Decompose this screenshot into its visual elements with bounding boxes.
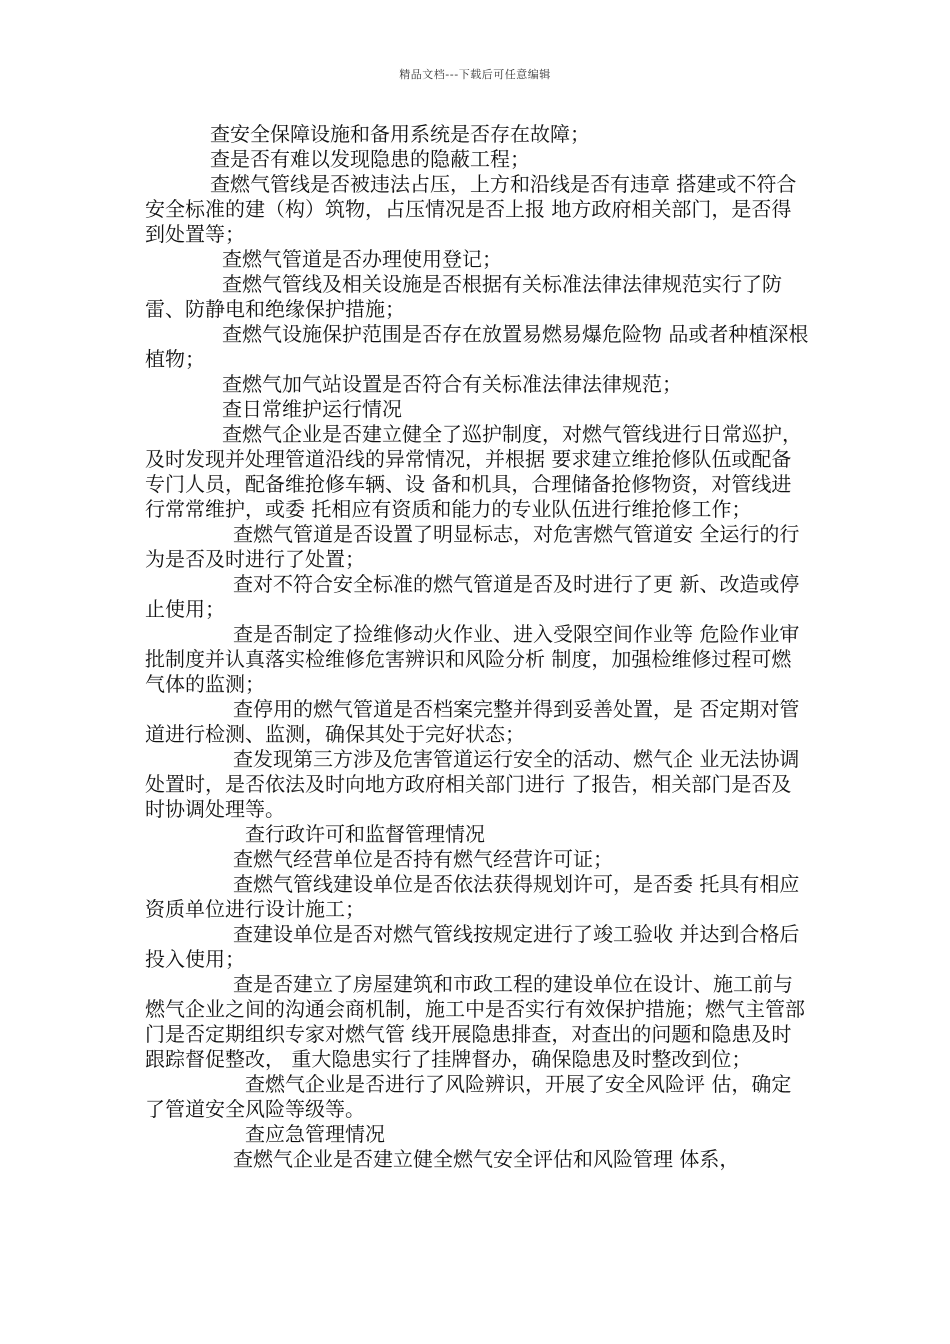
paragraph: 查是否建立了房屋建筑和市政工程的建设单位在设计、施工前与燃气企业之间的沟通会商机制，施工中是否实行有效保护措施；燃气主管部门是否定期组织专家对燃气管 线开展隐患排查，对查出的问题和隐患及时跟踪督促整改， 重大隐患实行了挂牌督办，确保隐患及时整改到位； xyxy=(145,972,805,1071)
paragraph: 查燃气企业是否建立健全燃气安全评估和风险管理 体系， xyxy=(233,1147,740,1171)
paragraph: 查燃气设施保护范围是否存在放置易燃易爆危险物 品或者种植深根植物； xyxy=(145,322,809,371)
paragraph: 查是否有难以发现隐患的隐蔽工程； xyxy=(210,147,530,171)
paragraph: 查燃气管道是否设置了明显标志，对危害燃气管道安 全运行的行为是否及时进行了处置； xyxy=(145,522,800,571)
paragraph: 查燃气经营单位是否持有燃气经营许可证； xyxy=(233,847,613,871)
paragraph: 查安全保障设施和备用系统是否存在故障； xyxy=(210,122,590,146)
paragraph: 查燃气企业是否进行了风险辨识，开展了安全风险评 估，确定了管道安全风险等级等。 xyxy=(145,1072,792,1121)
paragraph: 查对不符合安全标准的燃气管道是否及时进行了更 新、改造或停止使用； xyxy=(145,572,800,621)
paragraph: 查燃气企业是否建立健全了巡护制度，对燃气管线进行日常巡护，及时发现并处理管道沿线的异常情况，并根据 要求建立维抢修队伍或配备专门人员，配备维抢修车辆、设 备和机具，合理储备抢修物资，对管线进行常常维护，或委 托相应有资质和能力的专业队伍进行维抢修工作； xyxy=(145,422,802,521)
paragraph: 查发现第三方涉及危害管道运行安全的活动、燃气企 业无法协调处置时，是否依法及时向地方政府相关部门进行 了报告，相关部门是否及时协调处理等。 xyxy=(145,747,800,821)
document-body xyxy=(145,122,810,1172)
section-heading: 查行政许可和监督管理情况 xyxy=(245,822,485,846)
paragraph: 查停用的燃气管道是否档案完整并得到妥善处置，是 否定期对管道进行检测、监测，确保其处于完好状态； xyxy=(145,697,800,746)
paragraph: 查建设单位是否对燃气管线按规定进行了竣工验收 并达到合格后投入使用； xyxy=(145,922,800,971)
paragraph: 查燃气管线建设单位是否依法获得规划许可，是否委 托具有相应资质单位进行设计施工； xyxy=(145,872,800,921)
page-header: 精品文档---下载后可任意编辑 xyxy=(399,68,551,81)
section-heading: 查应急管理情况 xyxy=(245,1122,385,1146)
paragraph: 查燃气管线是否被违法占压，上方和沿线是否有违章 搭建或不符合安全标准的建（构）筑物，占压情况是否上报 地方政府相关部门，是否得到处置等； xyxy=(145,172,797,246)
paragraph: 查燃气管线及相关设施是否根据有关标准法律法律规范实行了防雷、防静电和绝缘保护措施； xyxy=(145,272,782,321)
paragraph: 查燃气管道是否办理使用登记； xyxy=(222,247,502,271)
section-heading: 查日常维护运行情况 xyxy=(222,397,402,421)
paragraph: 查燃气加气站设置是否符合有关标准法律法律规范； xyxy=(222,372,682,396)
paragraph: 查是否制定了捡维修动火作业、进入受限空间作业等 危险作业审批制度并认真落实检维修危害辨识和风险分析 制度，加强检维修过程可燃气体的监测； xyxy=(145,622,800,696)
